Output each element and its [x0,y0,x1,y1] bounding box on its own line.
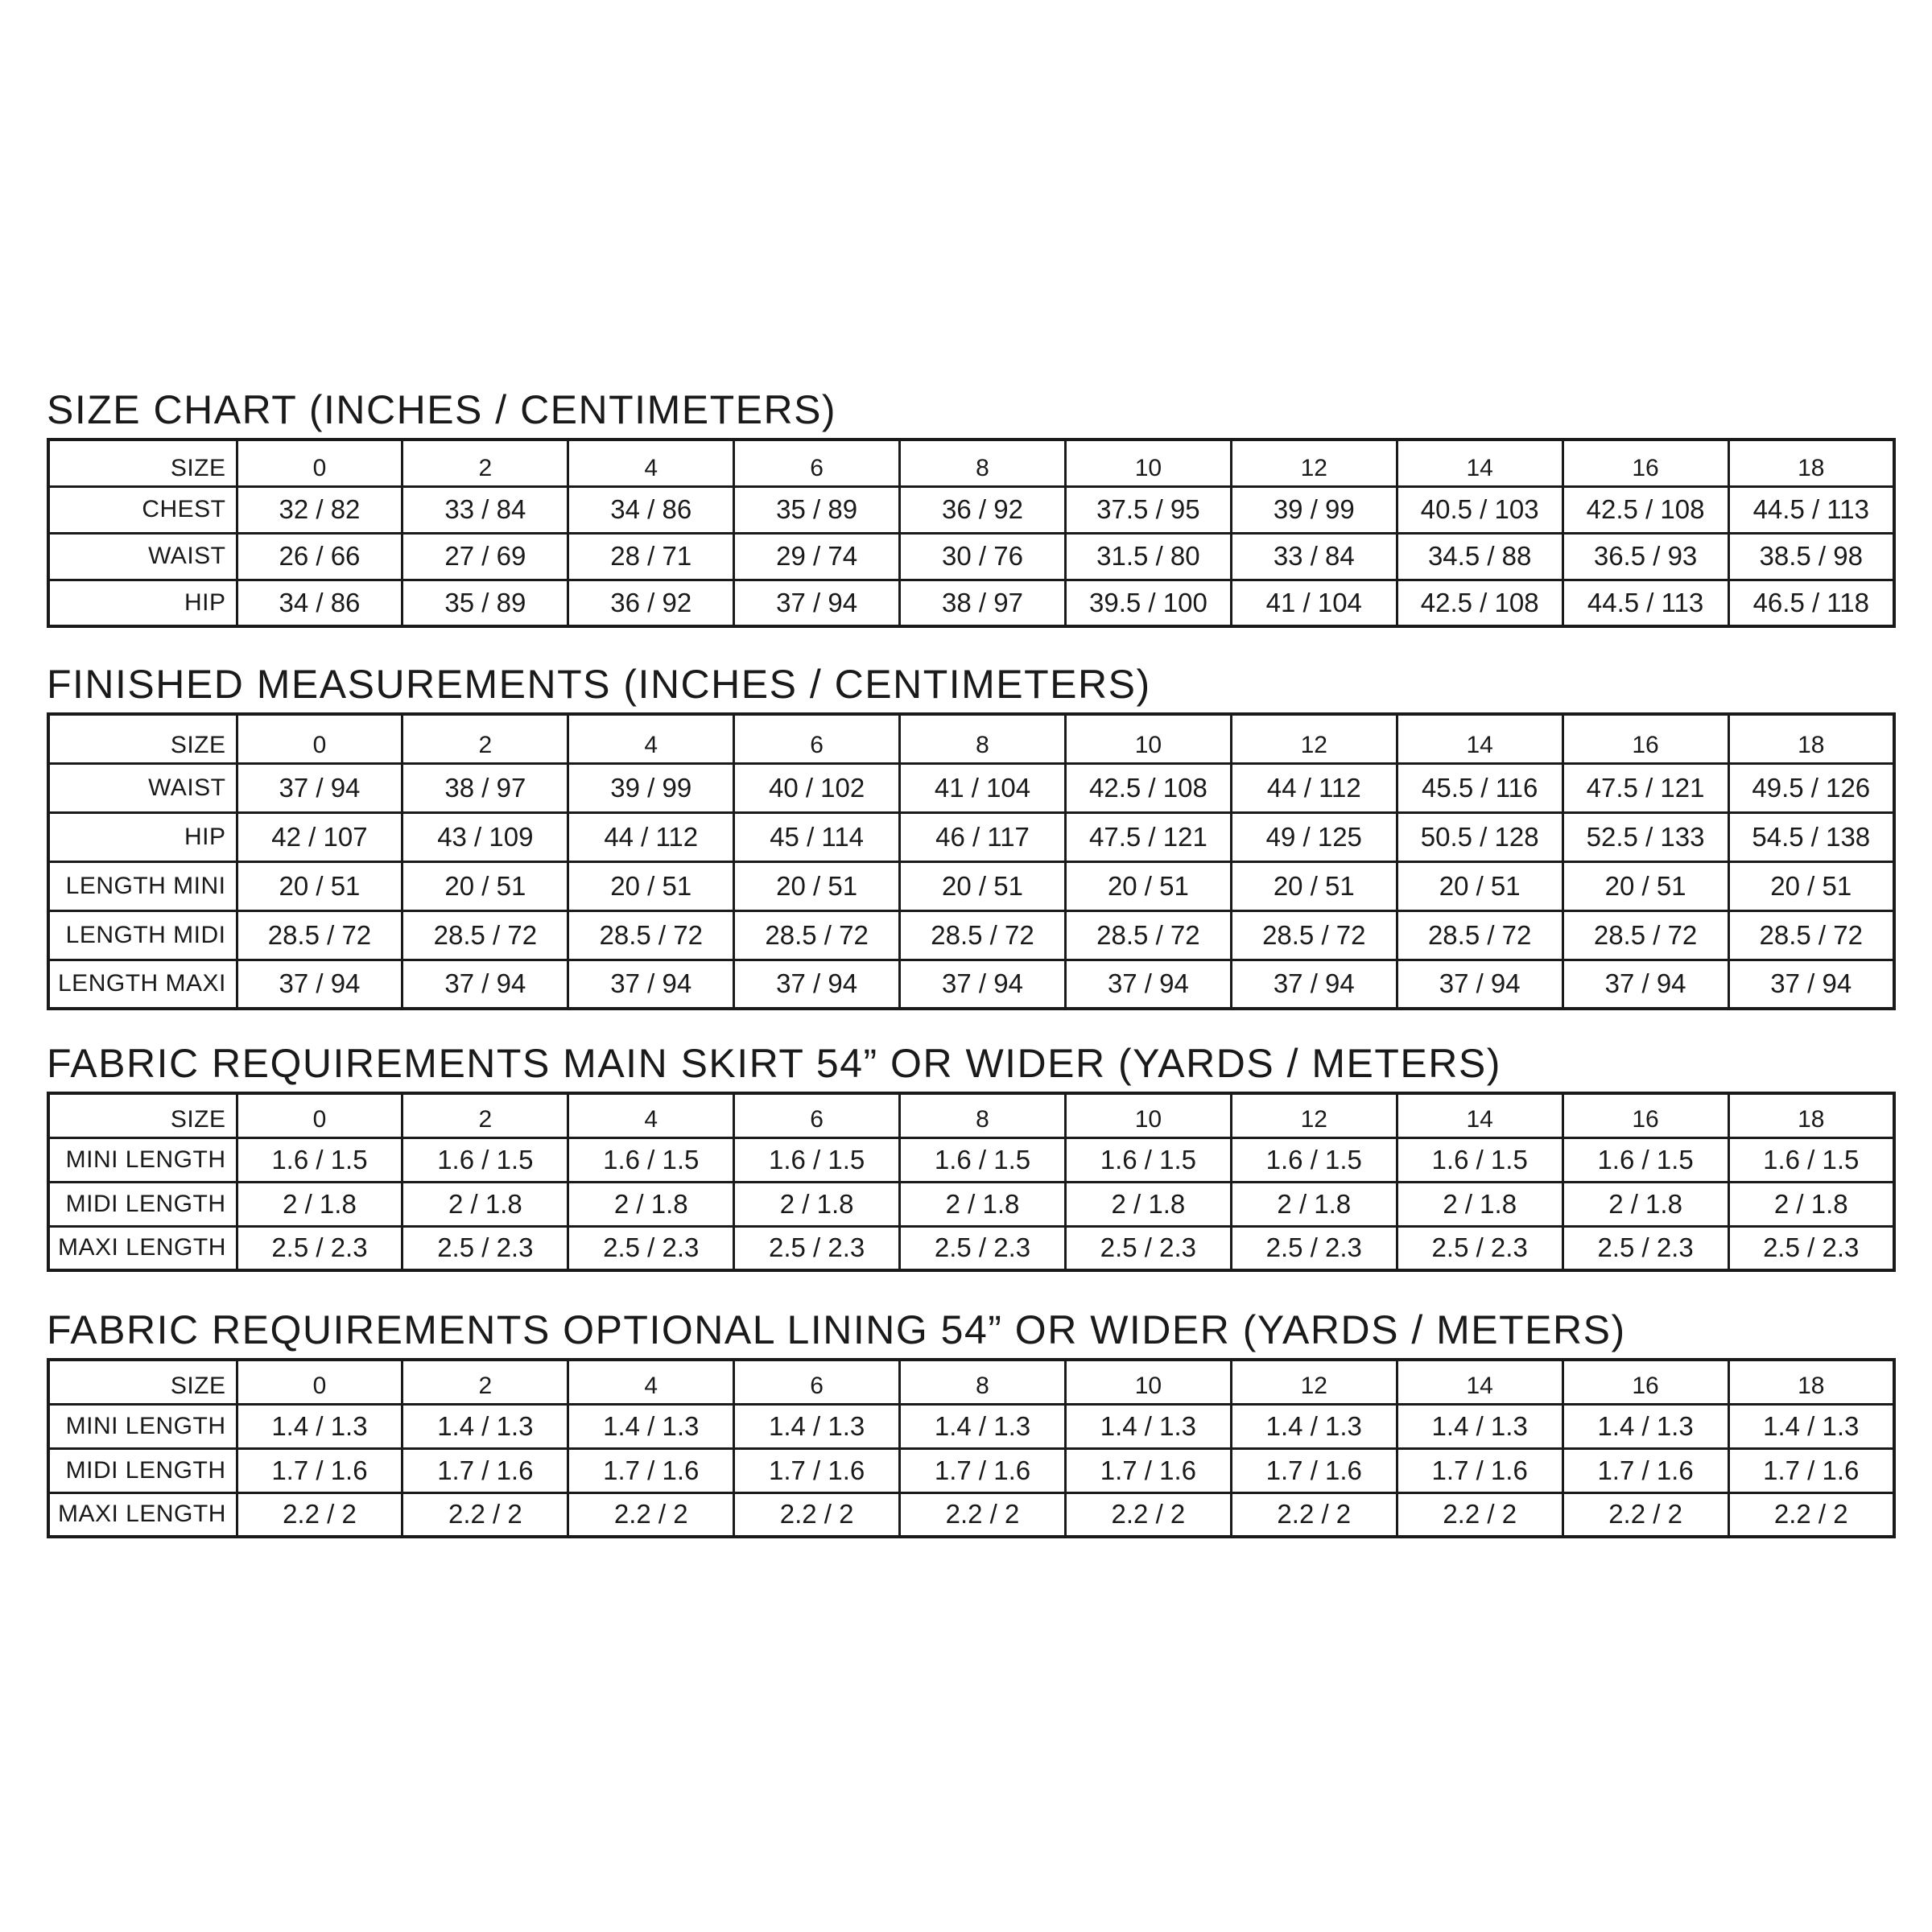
table-cell: 20 / 51 [568,861,734,910]
table-cell: 1.6 / 1.5 [1728,1137,1894,1182]
size-header-cell: 12 [1231,1360,1397,1404]
size-header-cell: 18 [1728,1093,1894,1137]
table-header-row [48,440,1894,486]
table-cell: 42.5 / 108 [1563,486,1728,533]
size-header-cell: 4 [568,714,734,763]
table-cell: 36 / 92 [568,580,734,626]
table-cell: 1.6 / 1.5 [1231,1137,1397,1182]
table-cell: 33 / 84 [1231,533,1397,580]
row-label: MAXI LENGTH [48,1492,237,1537]
table-cell: 1.4 / 1.3 [1231,1404,1397,1448]
size-header-cell: 8 [900,1093,1066,1137]
fabric-main-skirt-table [47,1092,1896,1272]
table-cell: 2 / 1.8 [402,1182,568,1226]
table-cell: 1.6 / 1.5 [1065,1137,1231,1182]
fabric-optional-lining-title: FABRIC REQUIREMENTS OPTIONAL LINING 54” OR WIDER (YARDS / METERS) [47,1307,1626,1352]
table-cell: 1.6 / 1.5 [1397,1137,1563,1182]
table-cell: 2 / 1.8 [1397,1182,1563,1226]
table-cell: 28.5 / 72 [900,910,1066,960]
table-cell: 26 / 66 [237,533,402,580]
table-row [48,1448,1894,1492]
table-cell: 1.7 / 1.6 [1728,1448,1894,1492]
table-cell: 2 / 1.8 [734,1182,900,1226]
fabric-main-skirt-section [47,1043,1896,1272]
size-header-cell: 6 [734,1360,900,1404]
finished-measurements-title: FINISHED MEASUREMENTS (INCHES / CENTIMETERS) [47,662,1151,707]
table-cell: 38 / 97 [402,763,568,812]
table-cell: 2 / 1.8 [900,1182,1066,1226]
table-cell: 1.4 / 1.3 [1065,1404,1231,1448]
table-cell: 2.5 / 2.3 [402,1226,568,1270]
table-cell: 50.5 / 128 [1397,812,1563,861]
table-cell: 2 / 1.8 [1728,1182,1894,1226]
table-cell: 45 / 114 [734,812,900,861]
table-cell: 36 / 92 [900,486,1066,533]
table-cell: 30 / 76 [900,533,1066,580]
table-cell: 37 / 94 [237,763,402,812]
table-row [48,861,1894,910]
table-cell: 2.2 / 2 [1231,1492,1397,1537]
size-header-cell: 18 [1728,1360,1894,1404]
table-cell: 31.5 / 80 [1065,533,1231,580]
table-cell: 28.5 / 72 [402,910,568,960]
table-header-row [48,714,1894,763]
row-label: MAXI LENGTH [48,1226,237,1270]
row-label: WAIST [48,533,237,580]
table-row [48,1226,1894,1270]
table-cell: 2.2 / 2 [1728,1492,1894,1537]
size-header-cell: 8 [900,440,1066,486]
table-cell: 1.6 / 1.5 [734,1137,900,1182]
table-cell: 35 / 89 [734,486,900,533]
size-header-cell: 12 [1231,1093,1397,1137]
table-cell: 37 / 94 [1563,960,1728,1009]
size-chart-section [47,387,1896,628]
table-cell: 33 / 84 [402,486,568,533]
table-row [48,1137,1894,1182]
table-cell: 44 / 112 [1231,763,1397,812]
table-cell: 39 / 99 [1231,486,1397,533]
table-cell: 1.7 / 1.6 [900,1448,1066,1492]
table-cell: 52.5 / 133 [1563,812,1728,861]
size-header-cell: 16 [1563,714,1728,763]
table-row [48,533,1894,580]
size-header-cell: 2 [402,1360,568,1404]
table-cell: 1.4 / 1.3 [900,1404,1066,1448]
table-cell: 28.5 / 72 [734,910,900,960]
table-cell: 1.6 / 1.5 [237,1137,402,1182]
finished-measurements-table [47,712,1896,1010]
table-row [48,1492,1894,1537]
size-header-cell: 16 [1563,440,1728,486]
table-cell: 1.7 / 1.6 [1397,1448,1563,1492]
table-cell: 20 / 51 [734,861,900,910]
table-cell: 20 / 51 [1397,861,1563,910]
table-cell: 44.5 / 113 [1563,580,1728,626]
table-cell: 39.5 / 100 [1065,580,1231,626]
row-label: SIZE [48,714,237,763]
table-cell: 28.5 / 72 [237,910,402,960]
table-cell: 20 / 51 [1231,861,1397,910]
table-cell: 37 / 94 [237,960,402,1009]
table-cell: 2.5 / 2.3 [568,1226,734,1270]
table-cell: 43 / 109 [402,812,568,861]
table-cell: 28.5 / 72 [1563,910,1728,960]
table-cell: 20 / 51 [237,861,402,910]
table-cell: 20 / 51 [1728,861,1894,910]
table-row [48,1182,1894,1226]
size-header-cell: 10 [1065,1360,1231,1404]
table-cell: 2.2 / 2 [1563,1492,1728,1537]
table-cell: 2.2 / 2 [568,1492,734,1537]
size-header-cell: 14 [1397,1360,1563,1404]
size-header-cell: 4 [568,1360,734,1404]
table-cell: 49.5 / 126 [1728,763,1894,812]
table-cell: 36.5 / 93 [1563,533,1728,580]
table-cell: 37 / 94 [1728,960,1894,1009]
row-label: SIZE [48,440,237,486]
table-cell: 2.5 / 2.3 [237,1226,402,1270]
table-cell: 34 / 86 [568,486,734,533]
size-header-cell: 0 [237,440,402,486]
size-header-cell: 14 [1397,714,1563,763]
table-cell: 41 / 104 [900,763,1066,812]
table-cell: 37 / 94 [1397,960,1563,1009]
size-header-cell: 2 [402,1093,568,1137]
table-cell: 28.5 / 72 [568,910,734,960]
size-header-cell: 4 [568,440,734,486]
size-header-cell: 6 [734,714,900,763]
size-header-cell: 12 [1231,440,1397,486]
row-label: LENGTH MAXI [48,960,237,1009]
table-row [48,486,1894,533]
table-cell: 47.5 / 121 [1563,763,1728,812]
row-label: WAIST [48,763,237,812]
table-cell: 2.5 / 2.3 [900,1226,1066,1270]
table-cell: 2.5 / 2.3 [1728,1226,1894,1270]
table-cell: 28.5 / 72 [1397,910,1563,960]
size-header-cell: 18 [1728,440,1894,486]
size-header-cell: 8 [900,714,1066,763]
size-header-cell: 10 [1065,1093,1231,1137]
table-cell: 1.6 / 1.5 [402,1137,568,1182]
table-cell: 2.2 / 2 [1397,1492,1563,1537]
table-cell: 2.2 / 2 [1065,1492,1231,1537]
row-label: HIP [48,580,237,626]
size-header-cell: 10 [1065,440,1231,486]
fabric-optional-lining-table [47,1358,1896,1538]
table-cell: 54.5 / 138 [1728,812,1894,861]
table-cell: 2.5 / 2.3 [1397,1226,1563,1270]
size-header-cell: 8 [900,1360,1066,1404]
table-cell: 35 / 89 [402,580,568,626]
row-label: MIDI LENGTH [48,1182,237,1226]
table-cell: 2 / 1.8 [568,1182,734,1226]
table-cell: 2.5 / 2.3 [1563,1226,1728,1270]
row-label: MINI LENGTH [48,1404,237,1448]
table-cell: 44 / 112 [568,812,734,861]
table-cell: 38 / 97 [900,580,1066,626]
table-cell: 44.5 / 113 [1728,486,1894,533]
table-cell: 49 / 125 [1231,812,1397,861]
table-cell: 42.5 / 108 [1397,580,1563,626]
table-row [48,580,1894,626]
table-cell: 20 / 51 [1563,861,1728,910]
table-cell: 1.4 / 1.3 [402,1404,568,1448]
size-header-cell: 0 [237,1360,402,1404]
table-cell: 2 / 1.8 [1563,1182,1728,1226]
row-label: MINI LENGTH [48,1137,237,1182]
table-cell: 47.5 / 121 [1065,812,1231,861]
table-cell: 28.5 / 72 [1728,910,1894,960]
row-label: SIZE [48,1093,237,1137]
table-cell: 28 / 71 [568,533,734,580]
table-cell: 1.6 / 1.5 [568,1137,734,1182]
table-cell: 37.5 / 95 [1065,486,1231,533]
table-cell: 1.4 / 1.3 [568,1404,734,1448]
table-cell: 2 / 1.8 [237,1182,402,1226]
table-cell: 2.2 / 2 [734,1492,900,1537]
table-cell: 1.4 / 1.3 [237,1404,402,1448]
table-cell: 1.6 / 1.5 [900,1137,1066,1182]
size-header-cell: 2 [402,440,568,486]
table-row [48,960,1894,1009]
row-label: LENGTH MINI [48,861,237,910]
table-cell: 1.7 / 1.6 [734,1448,900,1492]
size-header-cell: 18 [1728,714,1894,763]
table-header-row [48,1360,1894,1404]
size-header-cell: 0 [237,1093,402,1137]
table-cell: 34 / 86 [237,580,402,626]
table-cell: 37 / 94 [734,580,900,626]
size-header-cell: 4 [568,1093,734,1137]
row-label: SIZE [48,1360,237,1404]
size-header-cell: 2 [402,714,568,763]
size-chart-title: SIZE CHART (INCHES / CENTIMETERS) [47,387,837,432]
fabric-optional-lining-section [47,1307,1896,1538]
table-cell: 46.5 / 118 [1728,580,1894,626]
finished-measurements-section [47,664,1896,1010]
table-cell: 1.7 / 1.6 [1231,1448,1397,1492]
table-cell: 20 / 51 [900,861,1066,910]
table-cell: 28.5 / 72 [1065,910,1231,960]
table-cell: 41 / 104 [1231,580,1397,626]
table-cell: 2.2 / 2 [402,1492,568,1537]
row-label: CHEST [48,486,237,533]
size-header-cell: 14 [1397,1093,1563,1137]
table-cell: 1.4 / 1.3 [734,1404,900,1448]
table-cell: 40.5 / 103 [1397,486,1563,533]
table-cell: 2.5 / 2.3 [1231,1226,1397,1270]
table-cell: 27 / 69 [402,533,568,580]
table-row [48,1404,1894,1448]
table-header-row [48,1093,1894,1137]
row-label: MIDI LENGTH [48,1448,237,1492]
table-cell: 42 / 107 [237,812,402,861]
table-cell: 1.4 / 1.3 [1563,1404,1728,1448]
size-header-cell: 14 [1397,440,1563,486]
table-cell: 1.4 / 1.3 [1397,1404,1563,1448]
size-header-cell: 16 [1563,1360,1728,1404]
table-row [48,763,1894,812]
row-label: LENGTH MIDI [48,910,237,960]
table-cell: 34.5 / 88 [1397,533,1563,580]
table-cell: 2 / 1.8 [1065,1182,1231,1226]
table-cell: 20 / 51 [1065,861,1231,910]
size-chart-table [47,438,1896,628]
size-header-cell: 12 [1231,714,1397,763]
table-cell: 40 / 102 [734,763,900,812]
table-cell: 37 / 94 [1231,960,1397,1009]
table-cell: 29 / 74 [734,533,900,580]
table-cell: 1.7 / 1.6 [568,1448,734,1492]
table-cell: 38.5 / 98 [1728,533,1894,580]
table-cell: 1.7 / 1.6 [237,1448,402,1492]
table-cell: 2.2 / 2 [900,1492,1066,1537]
table-cell: 37 / 94 [1065,960,1231,1009]
table-cell: 2.2 / 2 [237,1492,402,1537]
table-cell: 37 / 94 [900,960,1066,1009]
table-cell: 32 / 82 [237,486,402,533]
table-cell: 46 / 117 [900,812,1066,861]
table-cell: 45.5 / 116 [1397,763,1563,812]
size-header-cell: 6 [734,1093,900,1137]
table-cell: 37 / 94 [568,960,734,1009]
table-cell: 37 / 94 [734,960,900,1009]
table-cell: 2.5 / 2.3 [1065,1226,1231,1270]
table-cell: 39 / 99 [568,763,734,812]
table-cell: 37 / 94 [402,960,568,1009]
table-cell: 42.5 / 108 [1065,763,1231,812]
size-header-cell: 10 [1065,714,1231,763]
size-header-cell: 6 [734,440,900,486]
fabric-main-skirt-title: FABRIC REQUIREMENTS MAIN SKIRT 54” OR WIDER (YARDS / METERS) [47,1041,1501,1086]
table-cell: 1.7 / 1.6 [1563,1448,1728,1492]
table-row [48,910,1894,960]
table-cell: 2.5 / 2.3 [734,1226,900,1270]
table-cell: 1.6 / 1.5 [1563,1137,1728,1182]
table-cell: 1.4 / 1.3 [1728,1404,1894,1448]
row-label: HIP [48,812,237,861]
table-row [48,812,1894,861]
table-cell: 20 / 51 [402,861,568,910]
table-cell: 1.7 / 1.6 [1065,1448,1231,1492]
table-cell: 2 / 1.8 [1231,1182,1397,1226]
table-cell: 28.5 / 72 [1231,910,1397,960]
table-cell: 1.7 / 1.6 [402,1448,568,1492]
size-header-cell: 16 [1563,1093,1728,1137]
size-header-cell: 0 [237,714,402,763]
